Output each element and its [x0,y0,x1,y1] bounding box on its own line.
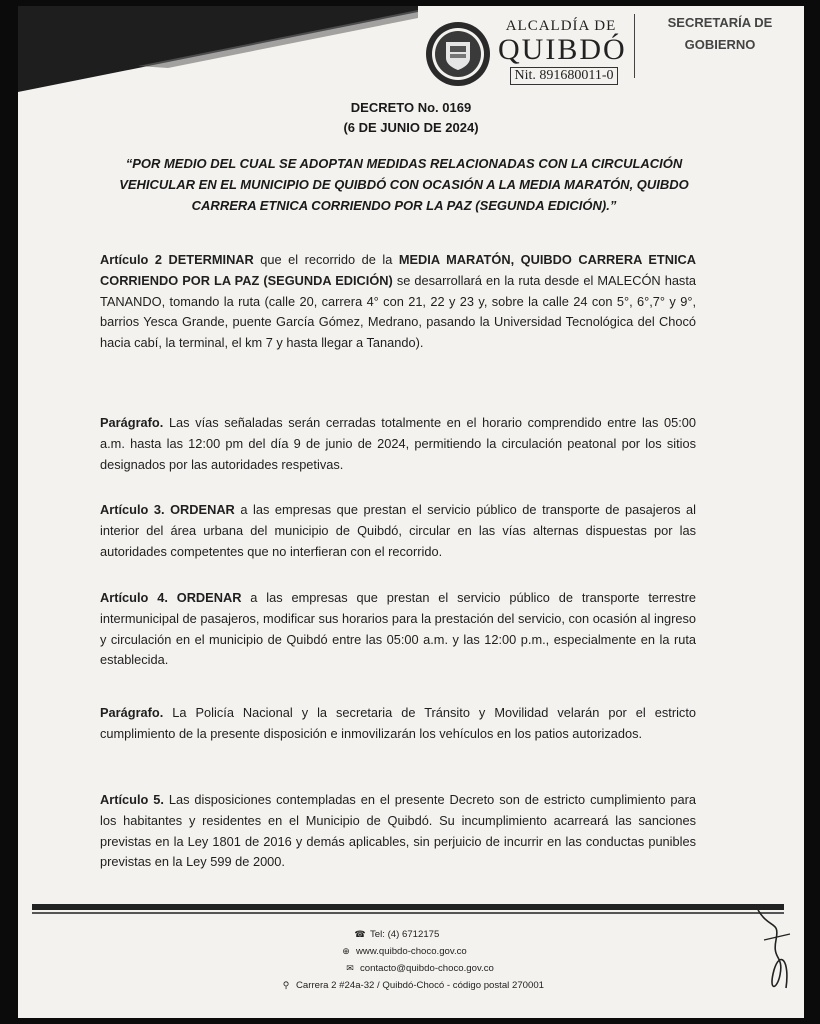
article-lead: Artículo 2 DETERMINAR [100,252,254,267]
article-text: a las empresas que prestan el servicio público de transporte terrestre intermunicipal de pasajeros, modificar sus horarios para la prestación del servicio, con ocasión al ingreso y circulación en el municipio de Quibdó entre las 05:00 a.m. y las 12:00 p.m., especialmente en la ruta establecida. [100,590,696,668]
footer-web: ⊕ www.quibdo-choco.gov.co [280,943,580,960]
header-decoration [18,6,418,106]
document-page [18,6,804,1018]
article-3 [100,500,696,562]
article-text: a las empresas que prestan el servicio público de transporte de pasajeros al interior del área urbana del municipio de Quibdó, circular en las vías alternas dispuestas por las autoridades competentes que no interfieran con el recorrido. [100,502,697,559]
mail-icon: ✉ [346,963,354,973]
decree-date: (6 DE JUNIO DE 2024) [343,120,479,135]
paragraph-2 [100,703,696,745]
brand-name: QUIBDÓ [498,33,627,66]
paragraph-1 [100,413,696,475]
article-lead: Artículo 5. [100,792,164,807]
footer-email: ✉ contacto@quibdo-choco.gov.co [280,960,580,977]
article-text: Las disposiciones contempladas en el presente Decreto son de estricto cumplimiento para los habitantes y residentes en el Municipio de Quibdó. Su incumplimiento acarreará las sanciones previstas en la Ley 1801 de 2016 y demás aplicables, sin perjuicio de incurrir en las conductas punibles previstas en la Ley 599 de 2000. [100,792,696,870]
decree-motive: “POR MEDIO DEL CUAL SE ADOPTAN MEDIDAS RELACIONADAS CON LA CIRCULACIÓN VEHICULAR EN EL MUNICIPIO DE QUIBDÓ CON OCASIÓN A LA MEDIA MARATÓN, QUIBDO CARRERA ETNICA CORRIENDO POR LA PAZ (SEGUNDA EDICIÓN).” [119,156,689,213]
article-lead: Parágrafo. [100,705,164,720]
article-text: La Policía Nacional y la secretaria de Tránsito y Movilidad velarán por el estricto cumplimiento de la presente disposición e inmovilizarán los vehículos en los patios autorizados. [100,705,696,741]
article-2 [100,250,696,354]
phone-icon: ☎ [354,929,366,939]
municipality-brand [498,18,627,85]
footer-address: ⚲ Carrera 2 #24a-32 / Quibdó-Chocó - código postal 270001 [280,977,580,994]
secretaria-label [654,12,786,56]
municipal-seal-icon [424,20,492,88]
nit-number: Nit. 891680011-0 [510,67,618,85]
footer-band [32,904,784,910]
footer-band-thin [32,912,784,914]
article-text: se desarrollará en la ruta desde el MALECÓN hasta TANANDO, tomando la ruta (calle 20, carrera 4° con 21, 22 y 23 y, sobre la calle 24 con 5°, 6°,7° y 9°, barrios Yesca Grande, puente García Gómez, Medrano, pasando la Universidad Tecnológica del Chocó hacia cabí, la terminal, el km 7 y hasta llegar a Tanando). [100,272,697,351]
article-lead: Artículo 4. ORDENAR [100,590,242,605]
brand-top: ALCALDÍA DE [505,18,617,34]
secretaria-line2: GOBIERNO [684,37,756,52]
article-text: que el recorrido de la [253,252,399,267]
article-5 [100,790,696,873]
article-lead: Artículo 3. ORDENAR [100,502,235,517]
footer-phone: ☎ Tel: (4) 6712175 [280,926,580,943]
secretaria-line1: SECRETARÍA DE [667,15,773,30]
article-text: Las vías señaladas serán cerradas totalmente en el horario comprendido entre las 05:00 a.m. hasta las 12:00 pm del día 9 de junio de 2024, permitiendo la circulación peatonal por los sitios designados por las autoridades respetivas. [100,415,696,472]
header-divider [634,14,635,78]
decree-number: DECRETO No. 0169 [350,100,472,115]
footer-contact [280,926,580,994]
location-pin-icon: ⚲ [282,980,290,990]
article-4 [100,588,696,671]
article-emphasis: MEDIA MARATÓN, QUIBDO CARRERA ETNICA CORRIENDO POR LA PAZ (SEGUNDA EDICIÓN) [100,252,696,288]
handwritten-signature [750,900,796,1000]
article-lead: Parágrafo. [100,415,164,430]
globe-icon: ⊕ [342,946,350,956]
